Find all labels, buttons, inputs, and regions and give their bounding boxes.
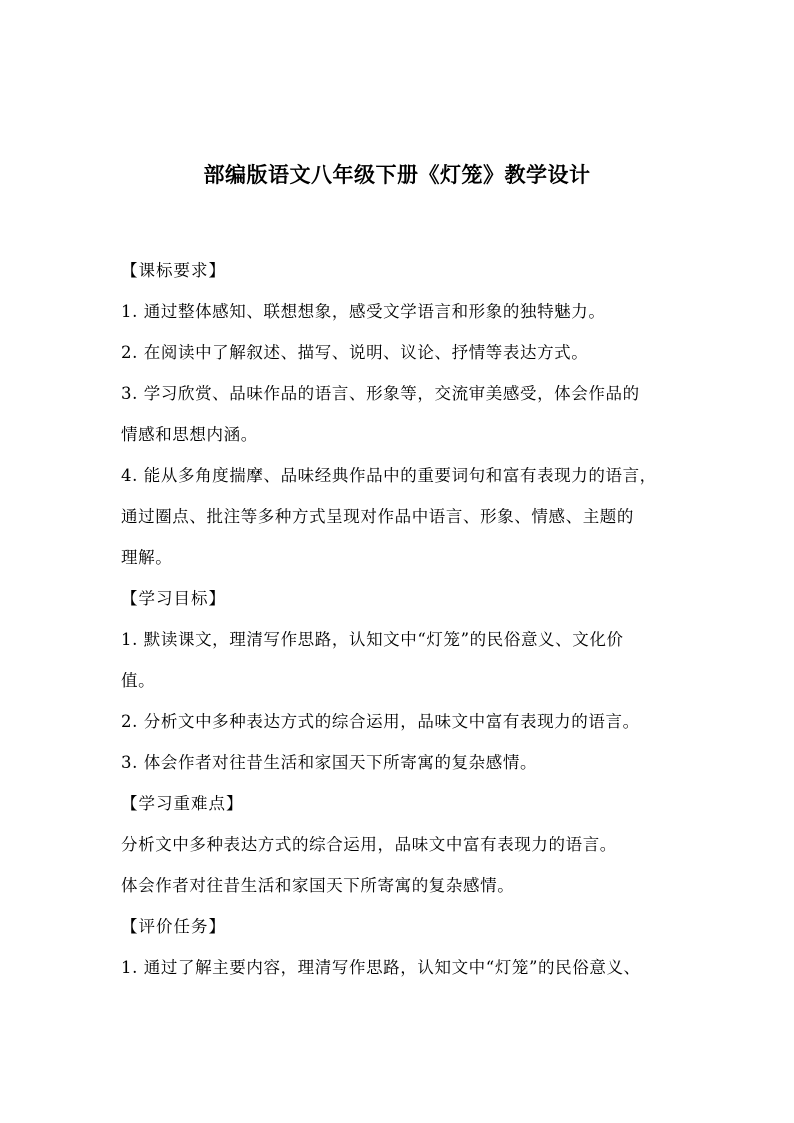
objective-item-1-line-2: 值。: [121, 671, 156, 690]
assessment-item-1: 1. 通过了解主要内容，理清写作思路，认知文中“灯笼”的民俗意义、: [121, 958, 641, 977]
curriculum-item-4-line-2: 通过圈点、批注等多种方式呈现对作品中语言、形象、情感、主题的: [121, 507, 634, 526]
curriculum-item-2: 2. 在阅读中了解叙述、描写、说明、议论、抒情等表达方式。: [121, 343, 589, 362]
section-heading-assessment: 【评价任务】: [121, 917, 226, 936]
curriculum-item-4-line-1: 4. 能从多角度揣摩、品味经典作品中的重要词句和富有表现力的语言，: [121, 466, 657, 485]
section-heading-curriculum: 【课标要求】: [121, 261, 226, 280]
document-title: 部编版语文八年级下册《灯笼》教学设计: [203, 163, 591, 187]
key-point-2: 体会作者对往昔生活和家国天下所寄寓的复杂感情。: [121, 876, 515, 895]
section-heading-objectives: 【学习目标】: [121, 589, 226, 608]
document-body: [121, 254, 681, 992]
section-heading-key-points: 【学习重难点】: [121, 794, 244, 813]
key-point-1: 分析文中多种表达方式的综合运用，品味文中富有表现力的语言。: [121, 835, 617, 854]
objective-item-2: 2. 分析文中多种表达方式的综合运用，品味文中富有表现力的语言。: [121, 712, 640, 731]
objective-item-1-line-1: 1. 默读课文，理清写作思路，认知文中“灯笼”的民俗意义、文化价: [121, 630, 624, 649]
objective-item-3: 3. 体会作者对往昔生活和家国天下所寄寓的复杂感情。: [121, 753, 538, 772]
curriculum-item-1: 1. 通过整体感知、联想想象，感受文学语言和形象的独特魅力。: [121, 302, 606, 321]
curriculum-item-4-line-3: 理解。: [121, 548, 173, 567]
curriculum-item-3-line-2: 情感和思想内涵。: [121, 425, 258, 444]
curriculum-item-3-line-1: 3. 学习欣赏、品味作品的语言、形象等，交流审美感受，体会作品的: [121, 384, 640, 403]
